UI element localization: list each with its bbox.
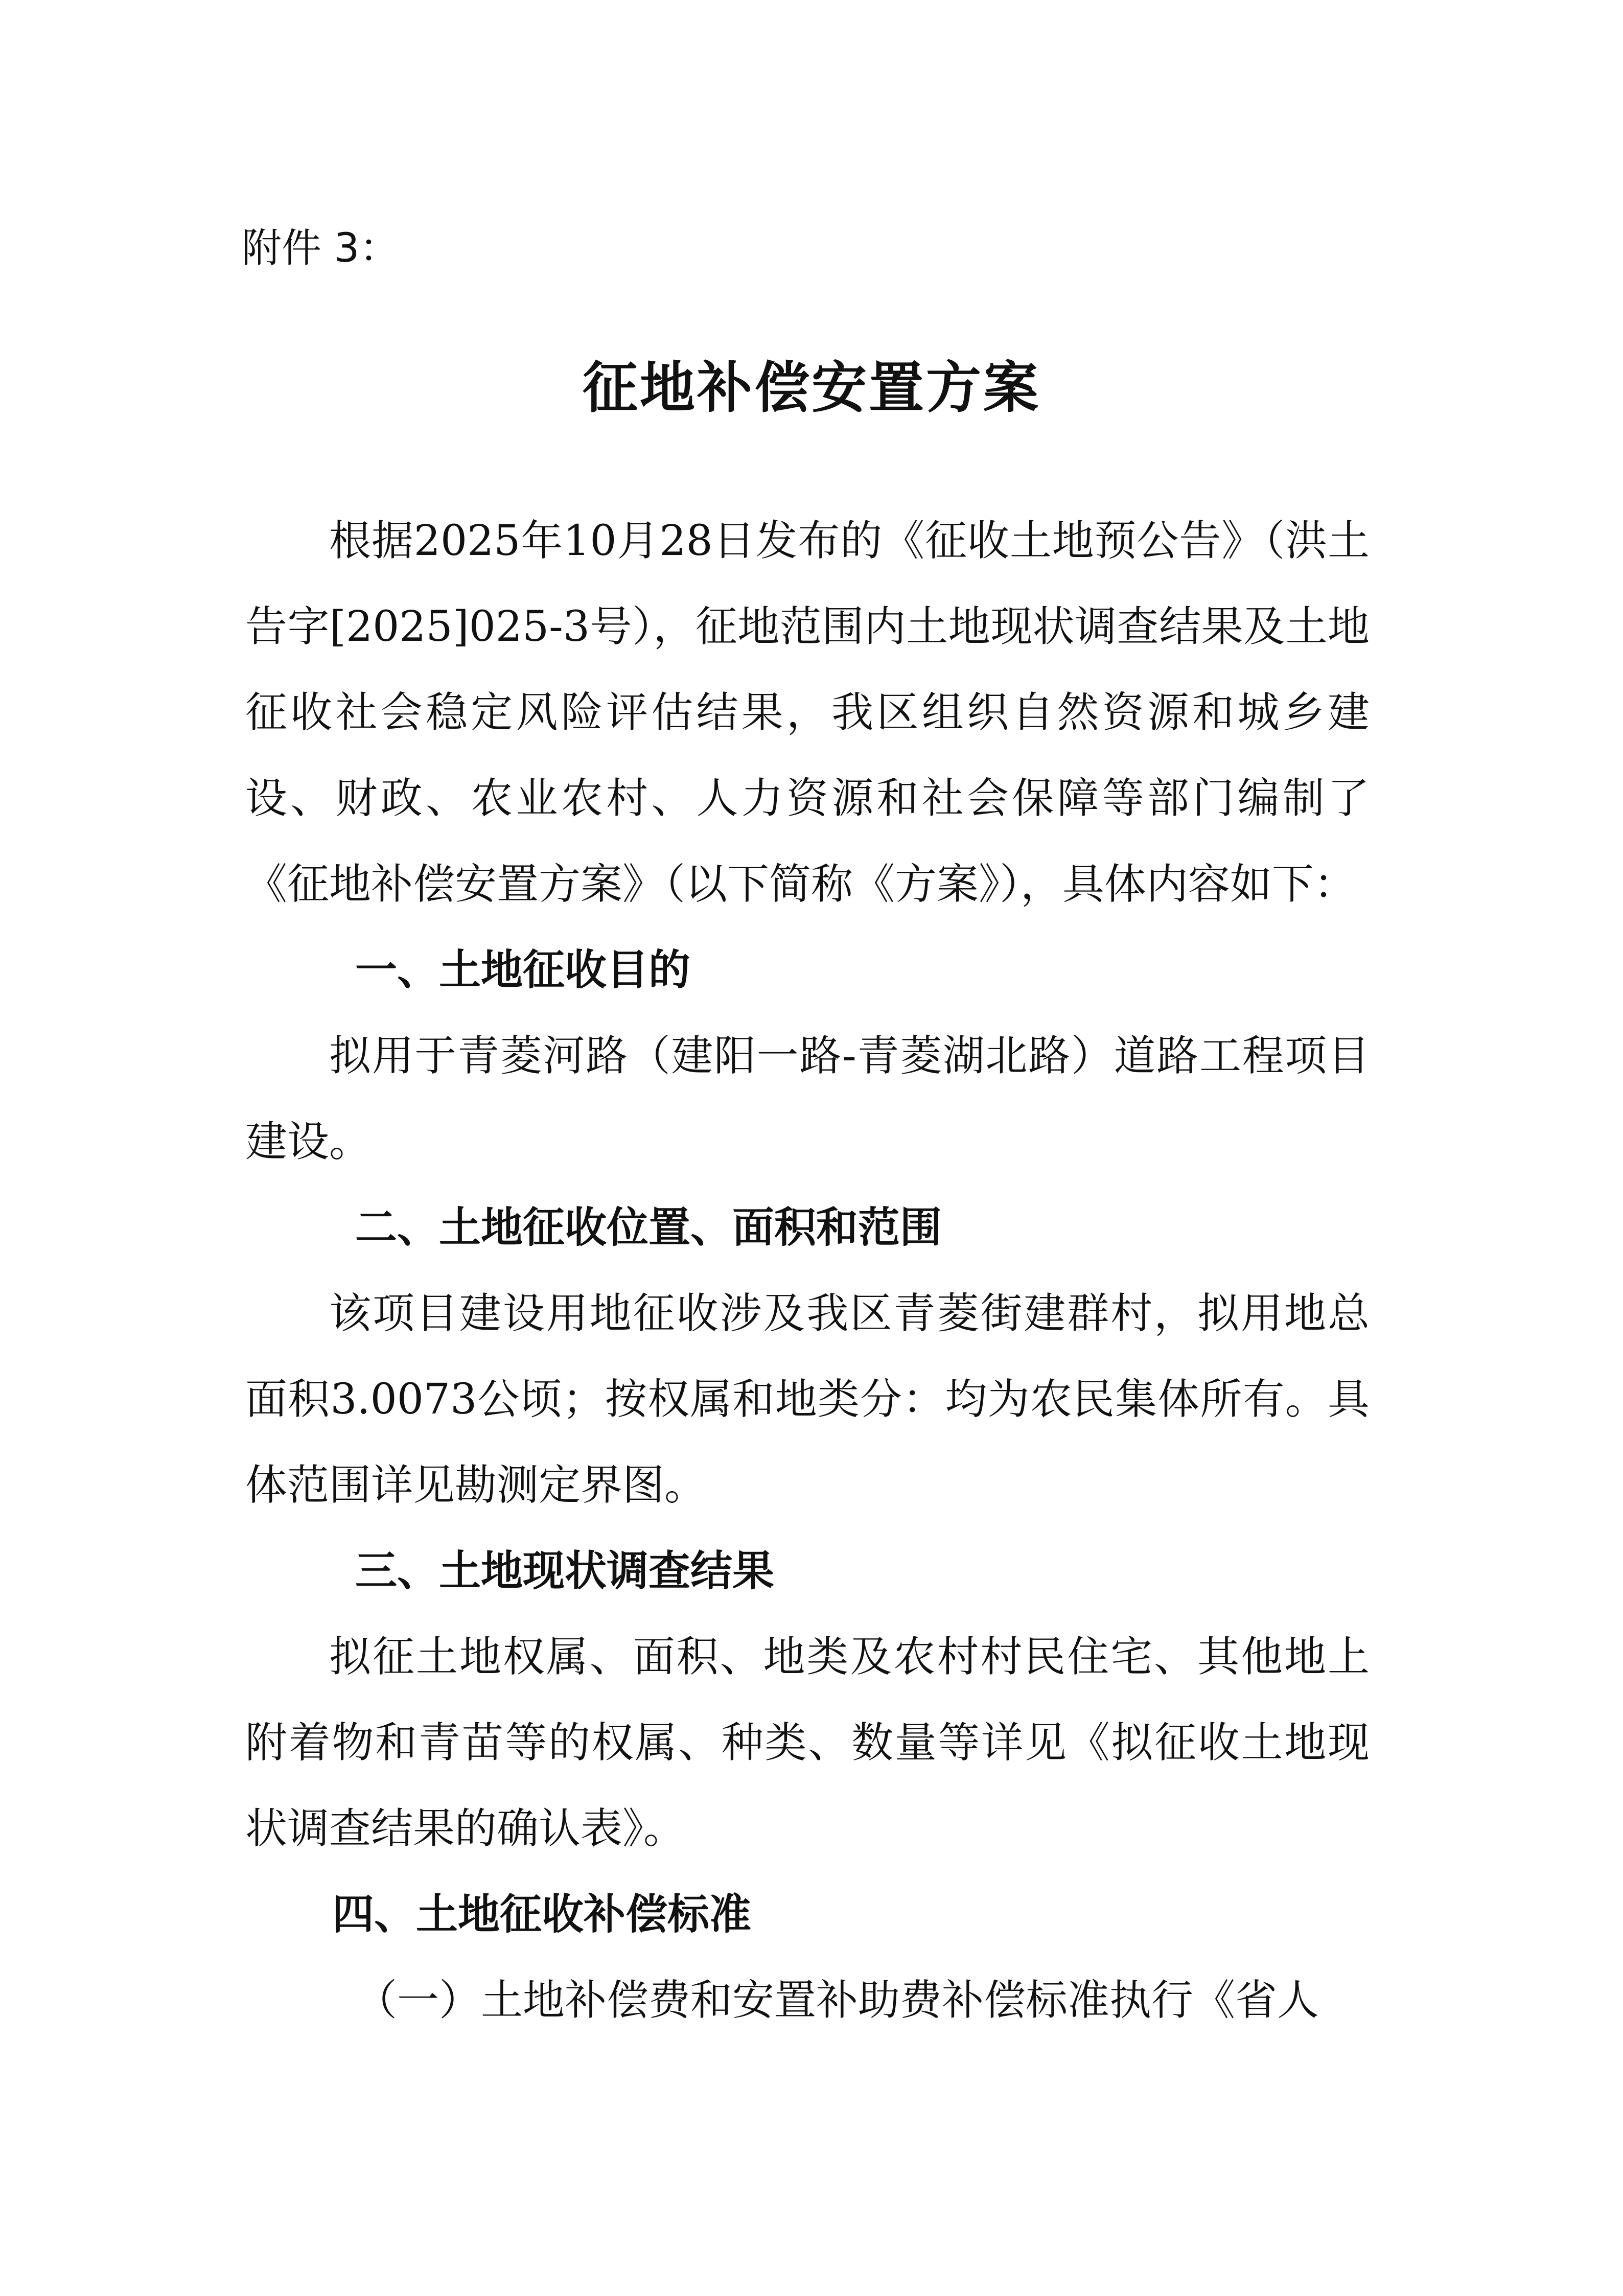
section-text-compensation: （一）土地补偿费和安置补助费补偿标准执行《省人: [355, 1976, 1319, 2025]
attachment-label: 附件 3：: [242, 225, 400, 271]
document-body: [245, 498, 1370, 2044]
section-heading-survey: 三、土地现状调查结果: [355, 1547, 775, 1595]
intro-paragraph: 根据2025年10月28日发布的《征收土地预公告》（洪土告字[2025]025-3号），征地范围内土地现状调查结果及土地征收社会稳定风险评估结果，我区组织自然资源和城乡建设、财政、农业农村、人力资源和社会保障等部门编制了《征地补偿安置方案》（以下简称《方案》），具体内容如下：: [245, 517, 1370, 909]
document-title: 征地补偿安置方案: [582, 356, 1040, 420]
section-heading-location: 二、土地征收位置、面积和范围: [355, 1203, 942, 1252]
section-text-survey: 拟征土地权属、面积、地类及农村村民住宅、其他地上附着物和青苗等的权属、种类、数量等详见《拟征收土地现状调查结果的确认表》。: [245, 1633, 1370, 1853]
section-heading-purpose: 一、土地征收目的: [355, 946, 691, 994]
section-text-purpose: 拟用于青菱河路（建阳一路-青菱湖北路）道路工程项目建设。: [245, 1032, 1370, 1166]
section-heading-compensation: 四、土地征收补偿标准: [332, 1890, 752, 1939]
section-text-location: 该项目建设用地征收涉及我区青菱街建群村，拟用地总面积3.0073公顷；按权属和地类分：均为农民集体所有。具体范围详见勘测定界图。: [245, 1289, 1370, 1510]
